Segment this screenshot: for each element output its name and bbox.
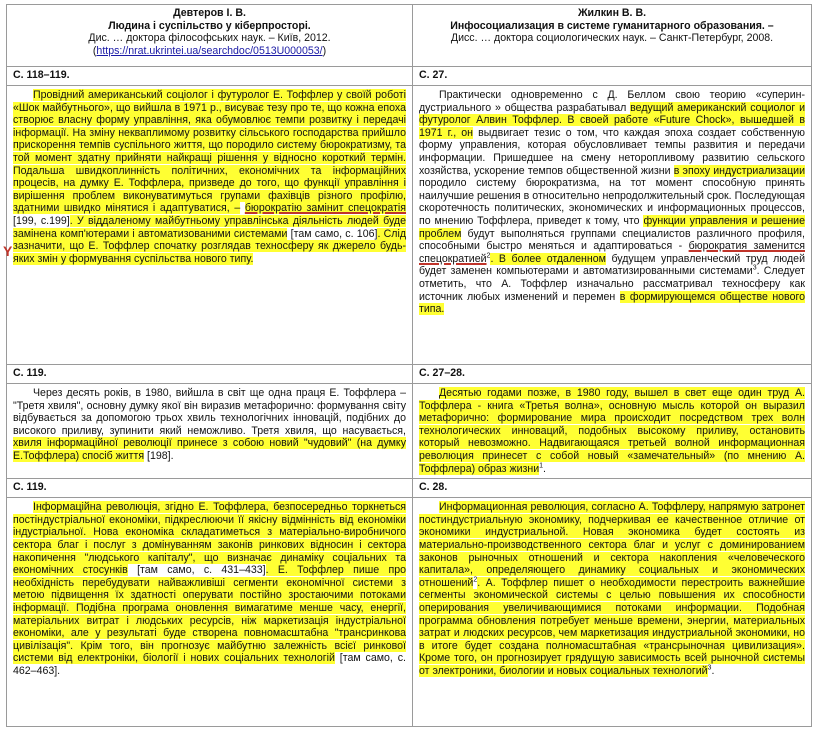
plain-text: породило систему бюрократизма, на тот момент способную принять наилучшие решения в относительно непродолжительный срок. Последующая скоротечность политических, экономических и информационных процессов, по мнению Тоффлера, приведет к тому, что [419,177,805,227]
header-row [7,5,812,67]
text-row [7,86,812,365]
highlighted-text: в эпоху индустриализации [673,164,805,177]
highlighted-text: Десятью годами позже, в 1980 году, вышел в свет еще один труд А. Тоффлера - книга «Третья волна», основную мысль которой он выразил метафорично: формирование мира происходит посредством трех волн технологических инноваций, подобных высокому приливу, остановить который невозможно. Надвигающаяся третьей волной информационная революция принесет с собой новый «замечательный» (по мнению А. Тоффлера) образ жизни [419,387,805,475]
plain-text: Через десять років, в 1980, вийшла в світ ще одна праця Е. Тоффлера – "Третя хвиля", основну думку якої він виразив метафорично: формування світу відбувається за допомогою трьох хвиль технологічних інновацій, подібних до високого приливу, зупинити який неможливо. Третя хвиля, що насувається, [13,387,406,437]
right-title: Инфосоциализация в системе гуманитарного образования. – [450,19,774,32]
plain-text: Практически одновременно с Д. Беллом свою теорию «суперин-дустриального » общества разрабатывал [419,89,805,114]
plain-text: . [543,462,546,475]
plain-text: . Следует отметить, что А. Тоффлер изначально рассматривал техносферу как источник любых изменений и перемен [419,265,805,303]
highlighted-text: Информационная революция, согласно А. Тоффлеру, напрямую затронет постиндустриальную экономику, подчеркивая ее качественное отличие от экономики индустриальной. Новая экономика будет состоять из материально-производственного сектора благ и услуг с доминированием законов рыночных отношений и сектора накопления «человеческого капитала», определяющего динамику социальных и экономических отношений [419,501,805,589]
footnote-ref: 1 [539,462,544,470]
right-author: Жилкин В. В. [577,7,647,19]
highlighted-text: функции управления и решение проблем [419,214,805,240]
footnote-ref: 3 [752,264,757,272]
page-ref-row [7,67,812,86]
footnote-ref: 2 [486,252,491,260]
footnote-ref: 3 [707,664,712,672]
left-title: Людина і суспільство у кіберпросторі. [108,19,311,32]
highlighted-text: ведущий американский социолог и футуролог Алвин Тоффлер. В своей работе «Future Chock», вышедшей в 1971 г., он [419,101,805,139]
left-subtitle: Дис. … доктора філософських наук. – Київ, 2012. [88,32,331,45]
right-text-cell [413,86,812,365]
left-page-ref: С. 119. [7,365,413,384]
underlined-text: бюрократію замінит спецократія [244,202,407,215]
highlighted-text: Провідний американський соціолог і футуролог Е. Тоффлер у своїй роботі «Шок майбутнього», що вийшла в 1971 р., висуває тезу про те, що кожна епоха створює власну форму управління, яка обумовлює темпи розвитку і передачі інформації. На зміну некваплимому розвитку сільського господарства прийшло прискорення темпів суспільного життя, що породило систему бюрократизму, та той момент здатну прийняти найкращі рішення у відносно короткий термін. Подальша швидкоплинність політичних, економічних та інформаційних процесів, на думку Е. Тоффлера, призведе до того, що функції управління і вирішення проблем виконуватимуться групами фахівців різного профілю, здатними швидко мінятися і адаптуватися, – [13,89,406,215]
left-text-cell [7,384,413,479]
left-page-ref: С. 118–119. [7,67,413,86]
highlighted-text: в формирующемся обществе нового типа. [419,290,805,316]
plain-text: будущем управленческий труд людей будет заменен компьютерами и автоматизированными системами [419,252,805,278]
highlighted-text: . В более отдаленном [490,252,606,265]
highlighted-text: . Е. Тоффлер пише про необхідність перебудувати найважливіші сегменти економічної системи з метою підвищення їх здатності оперувати постійно зростаючими потоками інформації. Подібна програма оновлення вимагатиме менше часу, енергії, матеріальних витрат і людських ресурсів, ніж маркетизація індустріальної економіки, але у результаті буде створена повномасштабна "трансринкова цивілізація". Крім того, він прогнозує майбутню залежність всієї ринкової системи від електроніки, біології і нових соціальних технологій [13,564,406,665]
right-text-cell [413,498,812,727]
plain-text: . [711,664,715,677]
right-header-cell [413,5,812,67]
comparison-table [6,4,812,727]
right-subtitle: Дисс. … доктора социологических наук. – Санкт-Петербург, 2008. [450,32,774,45]
plain-text: выдвигает тезис о том, что каждая эпоха создает собственную форму управления, которая обусловливает темпы развития и передачи информации. Пришедшее на смену неторопливому развитию сельского хозяйства, ускорение темпов общественной жизни [419,126,805,177]
left-page-ref: С. 119. [7,479,413,498]
text-row [7,498,812,727]
highlighted-text: . У віддаленому майбутньому управлінська діяльність людей буде замінена комп'ютерами і автоматизованими системами [13,214,406,240]
comparison-document [3,4,811,727]
source-link[interactable]: https://nrat.ukrintei.ua/searchdoc/0513U000053/ [96,44,323,57]
highlighted-text: . Слід зазначити, що Е. Тоффлер спочатку розглядав техносферу як джерело будь-яких змін у формування суспільства нового типу. [13,227,407,265]
footnote-ref: 2 [473,576,478,584]
left-author: Девтеров І. В. [173,7,246,19]
plain-text: будут выполняться группами специалистов различного профиля, способными быстро меняться и адаптироваться - [419,227,805,253]
left-text-cell [7,86,413,365]
underlined-text: бюрократия заменится спецократией [419,240,805,265]
highlighted-text: . А. Тоффлер пишет о необходимости перестроить важнейшие сегменты экономической системы с целью повышения их способности оперирования увеличивающимися потоками информации. Подобная программа обновления потребует меньше времени, энергии, материальных затрат и людских ресурсов, чем маркетизация индустриальной экономики, но в итоге будет создана полномасштабная «трансрыночная цивилизация». Кроме того, он прогнозирует грядущую зависимость всей рыночной системы от электроники, биологии и новых социальных технологий [419,576,805,677]
citation: [там само, с. 431–433] [127,564,266,577]
citation: [там само, с. 106] [287,227,378,240]
right-text-cell [413,384,812,479]
citation: [там само, с. 462–463]. [13,652,406,677]
left-header-cell [7,5,413,67]
page-ref-row [7,365,812,384]
left-link-line: (https://nrat.ukrintei.ua/searchdoc/0513U000053/) [92,44,327,57]
right-page-ref: С. 27. [413,67,812,86]
right-page-ref: С. 27–28. [413,365,812,384]
highlighted-text: хвиля інформаційної революції принесе з собою новий "чудовий" (на думку Е.Тоффлера) спосіб життя [13,437,406,462]
highlighted-text: Інформаційна революція, згідно Е. Тоффлера, безпосередньо торкнеться постіндустріальної економіки, підкреслюючи її якісну відмінність від економіки індустріальної. Нова економіка складатиметься з матеріально-виробничого сектора благ і послуг з домінуванням законів ринкових відносин і сектора накопичення "людського капіталу", що визначає динаміку соціальних та економічних стосунків [13,501,406,577]
right-page-ref: С. 28. [413,479,812,498]
citation: [199, с.199] [13,214,70,227]
citation: [198]. [144,449,174,462]
text-row [7,384,812,479]
left-text-cell [7,498,413,727]
margin-mark: Y [3,243,13,259]
page-ref-row [7,479,812,498]
